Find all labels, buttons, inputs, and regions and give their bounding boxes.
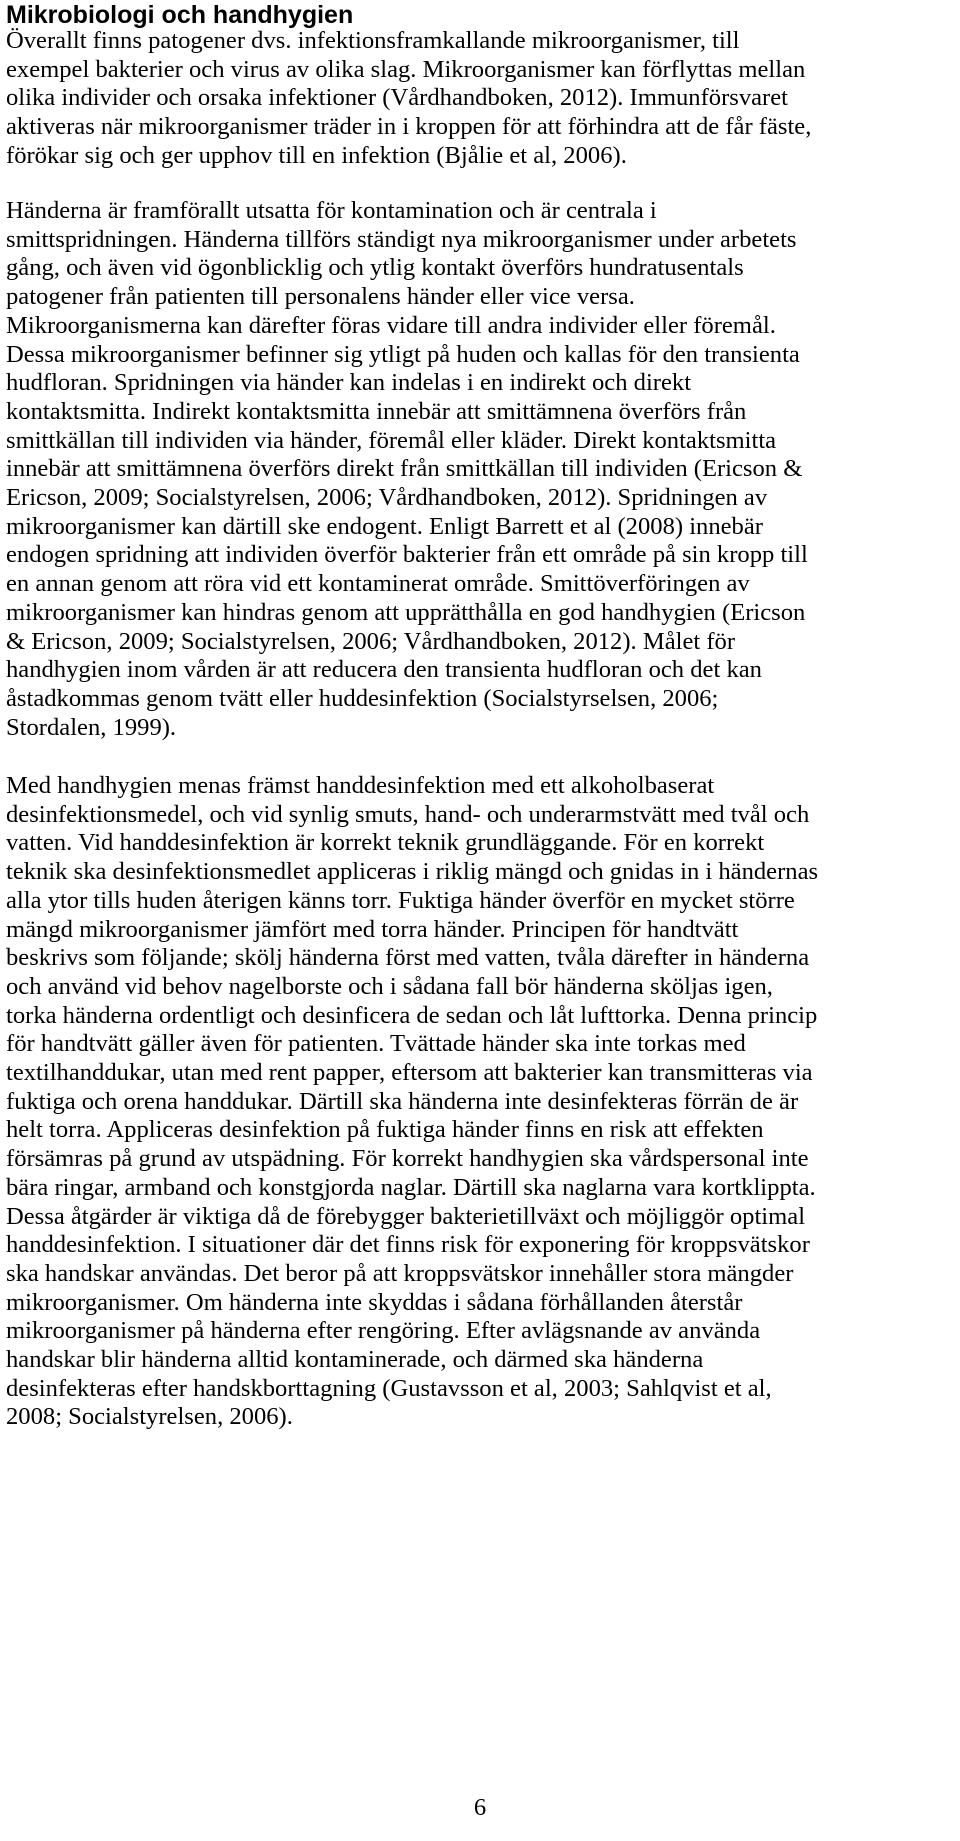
text-line: textilhanddukar, utan med rent papper, eftersom att bakterier kan transmitteras via bbox=[6, 1059, 813, 1087]
paragraph-intro bbox=[6, 27, 811, 171]
text-line: Dessa mikroorganismer befinner sig ytligt på huden och kallas för den transienta bbox=[6, 340, 800, 368]
text-line: mängd mikroorganismer jämfört med torra händer. Principen för handtvätt bbox=[6, 915, 739, 943]
text-line: innebär att smittämnena överförs direkt från smittkällan till individen (Ericson & bbox=[6, 455, 803, 483]
text-line: olika individer och orsaka infektioner (Vårdhandboken, 2012). Immunförsvaret bbox=[6, 84, 788, 112]
paragraph-contamination bbox=[6, 197, 808, 742]
text-line: för handtvätt gäller även för patienten. Tvättade händer ska inte torkas med bbox=[6, 1030, 746, 1058]
text-line: smittspridningen. Händerna tillförs ständigt nya mikroorganismer under arbetets bbox=[6, 225, 797, 253]
text-line: en annan genom att röra vid ett kontaminerat område. Smittöverföringen av bbox=[6, 570, 750, 598]
text-line: teknik ska desinfektionsmedlet appliceras i riklig mängd och gnidas in i händernas bbox=[6, 858, 819, 886]
text-line: smittkällan till individen via händer, föremål eller kläder. Direkt kontaktsmitta bbox=[6, 426, 777, 454]
text-line: desinfektionsmedel, och vid synlig smuts, hand- och underarmstvätt med tvål och bbox=[6, 800, 810, 828]
text-line: mikroorganismer kan därtill ske endogent. Enligt Barrett et al (2008) innebär bbox=[6, 512, 763, 540]
text-line: Ericson, 2009; Socialstyrelsen, 2006; Vårdhandboken, 2012). Spridningen av bbox=[6, 484, 768, 512]
text-line: ska handskar användas. Det beror på att kroppsvätskor innehåller stora mängder bbox=[6, 1259, 794, 1287]
text-line: torka händerna ordentligt och desinficera de sedan och låt lufttorka. Denna princip bbox=[6, 1001, 818, 1029]
text-line: åstadkommas genom tvätt eller huddesinfektion (Socialstyrselsen, 2006; bbox=[6, 684, 719, 712]
text-line: försämras på grund av utspädning. För korrekt handhygien ska vårdspersonal inte bbox=[6, 1145, 809, 1173]
text-line: bära ringar, armband och konstgjorda naglar. Därtill ska naglarna vara kortklippta. bbox=[6, 1173, 816, 1201]
text-line: handdesinfektion. I situationer där det finns risk för exponering för kroppsvätskor bbox=[6, 1231, 810, 1259]
text-line: fuktiga och orena handdukar. Därtill ska händerna inte desinfekteras förrän de är bbox=[6, 1087, 799, 1115]
text-line: handskar blir händerna alltid kontaminerade, och därmed ska händerna bbox=[6, 1346, 704, 1374]
text-line: Överallt finns patogener dvs. infektionsframkallande mikroorganismer, till bbox=[6, 27, 740, 54]
text-line: 2008; Socialstyrelsen, 2006). bbox=[6, 1403, 293, 1431]
text-line: & Ericson, 2009; Socialstyrelsen, 2006; Vårdhandboken, 2012). Målet för bbox=[6, 627, 736, 655]
text-line: helt torra. Appliceras desinfektion på fuktiga händer finns en risk att effekten bbox=[6, 1116, 764, 1144]
text-line: alla ytor tills huden återigen känns torr. Fuktiga händer överför en mycket större bbox=[6, 886, 795, 914]
text-line: desinfekteras efter handskborttagning (Gustavsson et al, 2003; Sahlqvist et al, bbox=[6, 1374, 772, 1402]
text-line: vatten. Vid handdesinfektion är korrekt teknik grundläggande. För en korrekt bbox=[6, 829, 765, 857]
text-line: patogener från patienten till personalens händer eller vice versa. bbox=[6, 283, 635, 311]
text-line: mikroorganismer kan hindras genom att upprätthålla en god handhygien (Ericson bbox=[6, 598, 806, 626]
text-line: Stordalen, 1999). bbox=[6, 713, 177, 741]
section-heading: Mikrobiologi och handhygien bbox=[6, 1, 354, 29]
text-line: förökar sig och ger upphov till en infektion (Bjålie et al, 2006). bbox=[6, 141, 627, 169]
text-line: handhygien inom vården är att reducera den transienta hudfloran och det kan bbox=[6, 656, 762, 684]
text-line: Mikroorganismerna kan därefter föras vidare till andra individer eller föremål. bbox=[6, 311, 776, 339]
text-line: Dessa åtgärder är viktiga då de förebygger bakterietillväxt och möjliggör optimal bbox=[6, 1202, 806, 1230]
text-line: mikroorganismer på händerna efter rengöring. Efter avlägsnande av använda bbox=[6, 1317, 761, 1345]
text-line: Med handhygien menas främst handdesinfektion med ett alkoholbaserat bbox=[6, 772, 715, 799]
text-line: exempel bakterier och virus av olika slag. Mikroorganismer kan förflyttas mellan bbox=[6, 55, 806, 83]
text-line: aktiveras när mikroorganismer träder in i kroppen för att förhindra att de får fäste, bbox=[6, 113, 812, 141]
text-line: kontaktsmitta. Indirekt kontaktsmitta innebär att smittämnena överförs från bbox=[6, 397, 747, 425]
text-line: gång, och även vid ögonblicklig och ytlig kontakt överförs hundratusentals bbox=[6, 254, 744, 282]
text-line: och använd vid behov nagelborste och i sådana fall bör händerna sköljas igen, bbox=[6, 972, 773, 1000]
text-line: beskrivs som följande; skölj händerna först med vatten, tvåla därefter in händerna bbox=[6, 944, 810, 972]
paragraph-hand-hygiene bbox=[6, 772, 818, 1432]
text-line: mikroorganismer. Om händerna inte skyddas i sådana förhållanden återstår bbox=[6, 1288, 743, 1316]
text-line: hudfloran. Spridningen via händer kan indelas i en indirekt och direkt bbox=[6, 369, 692, 397]
text-line: endogen spridning att individen överför bakterier från ett område på sin kropp till bbox=[6, 541, 808, 569]
page-number: 6 bbox=[473, 1794, 487, 1821]
text-line: Händerna är framförallt utsatta för kontamination och är centrala i bbox=[6, 197, 657, 224]
